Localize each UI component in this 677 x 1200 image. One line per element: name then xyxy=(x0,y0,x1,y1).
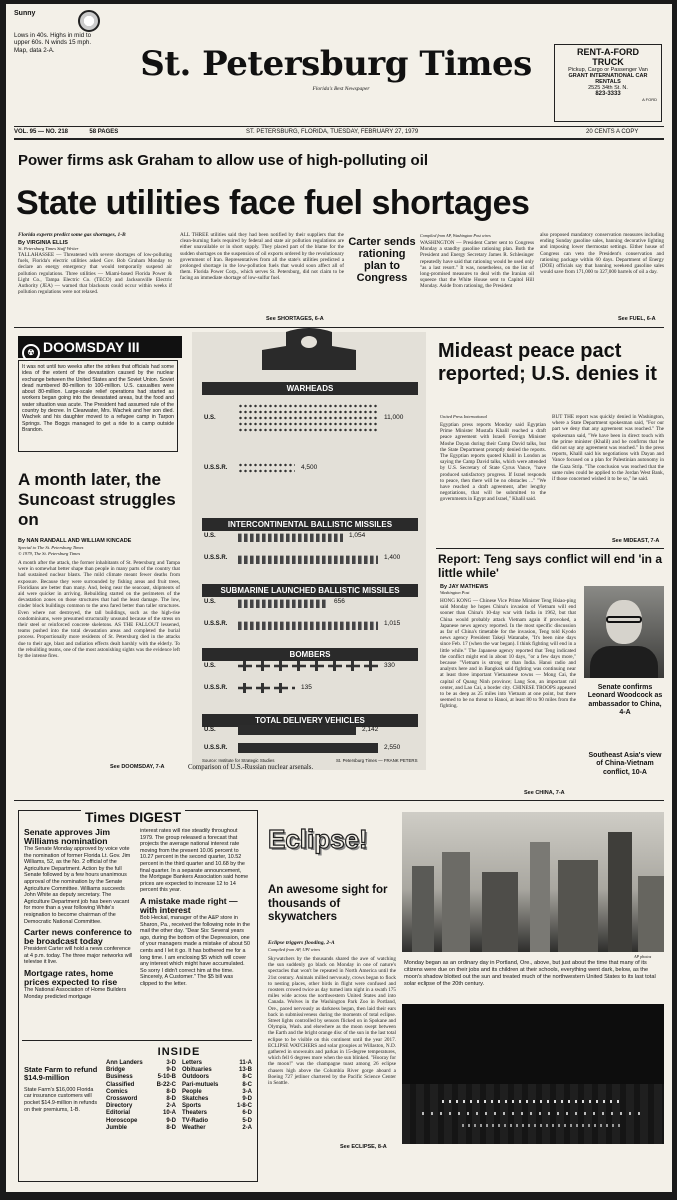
inside-right-row[interactable] xyxy=(182,1110,252,1117)
index-page-number: 8-D xyxy=(166,1124,176,1131)
promo-head: State Farm to refund $14.9-million xyxy=(24,1065,98,1083)
inside-right-row[interactable] xyxy=(182,1089,252,1096)
doomsday-box-text: It was not until two weeks after the strikes that officials had some idea of the extent of the devastation caused by the nuclear exchange between the United States and the Soviet Union. Soviet dead numbered 80-million to 100-million. U.S. casualties were about 80-million. Large-scale relief operations had started as workers began going into the devastated areas, but the food and water situation was acute. The President had assumed rule of the country by decree. In Clearwater, Mrs. Wachek and her son died. Wachek and his daughter moved to a refugee camp in Tarpon Springs. The Boggs managed to get a ride to a camp outside Brandon. xyxy=(22,364,174,433)
doomsday-logo-text: DOOMSDAY III xyxy=(43,339,140,355)
chart-row-label: U.S. xyxy=(204,599,216,605)
index-section-name: TV-Radio xyxy=(182,1117,209,1124)
carter-credit: Compiled from AP, Washington Post wires xyxy=(420,233,491,238)
teng-sidebar-2[interactable]: Southeast Asia's view of China-Vietnam conflict, 10-A xyxy=(588,752,662,776)
chart-value-label: 1,015 xyxy=(384,620,401,627)
chart-value-label: 2,550 xyxy=(384,744,401,751)
mideast-credit: United Press International xyxy=(440,414,487,419)
teng-byline: By JAY MATHEWS xyxy=(440,584,489,590)
chart-value-label: 4,500 xyxy=(301,464,318,471)
inside-left-row[interactable] xyxy=(106,1074,176,1081)
digest-item-3-text: The National Association of Home Builders Monday predicted mortgage xyxy=(24,986,127,1000)
index-page-number: 8-D xyxy=(166,1096,176,1103)
digest-col2-top: interest rates will rise steadily throughout 1979. The group released a forecast that projects the average national interest rate moving from the present 10.06 percent to 10.27 percent in the second quarter, 10.52 percent in the third quarter and 10.68 by the final quarter. In a separate announcement, the Mortgage Bankers Association said home prices are expected to increase 12 to 14 percent this year. xyxy=(140,828,249,894)
digest-item-4-text: Bob Heckal, manager of the A&P store in Sharon, Pa., received the following note in the mail the other day. "Dear Sis: Several years ago, during the bottom of the Depression, one of your managers made a mistake of about 50 cents and I let it go. It has bothered me for a long time. I am enclosing $5 which will cover any interest which might have accumulated. So sorry I didn't correct him at the time. Sincerely, A Customer." The $5 bill was clipped to the letter. xyxy=(140,914,250,987)
doomsday-jump[interactable]: See DOOMSDAY, 7-A xyxy=(110,764,165,770)
index-page-number: 8-C xyxy=(242,1074,252,1081)
digest-item-1-head: Senate approves Jim Williams nomination xyxy=(24,827,110,846)
inside-title: INSIDE xyxy=(157,1046,201,1058)
inside-left-row[interactable] xyxy=(106,1082,176,1089)
lead-deck: Florida experts predict some gas shortages, 1-B xyxy=(18,232,126,238)
index-section-name: Weather xyxy=(182,1124,206,1131)
eclipse-deck: Eclipse triggers flooding, 2-A xyxy=(268,940,335,946)
doomsday-credit-2: © 1979, The St. Petersburg Times xyxy=(18,551,81,556)
chart-value-label: 1,400 xyxy=(384,554,401,561)
index-page-number: 2-A xyxy=(242,1124,252,1131)
inside-right-row[interactable] xyxy=(182,1125,252,1132)
inside-right-row[interactable] xyxy=(182,1103,252,1110)
index-page-number: 9-D xyxy=(166,1067,176,1074)
index-page-number: 13-B xyxy=(238,1067,252,1074)
mideast-col1: Egyptian press reports Monday said Egyptian Prime Minister Mustafa Khalil reached a draft peace agreement with Israeli Foreign Minister Moshe Dayan during their Camp David talks, but the State Department promptly denied the reports. The Egyptian reports quoted Khalil in London as saying the Camp David talks, which were attended by U.S. Secretary of State Cyrus Vance, "have produced satisfactory progress. If Israel responds to peace, then there will be no obstacles ..." "We have reached a draft agreement, after lengthy negotiations, that will be submitted to the governments in Egypt and Israel," Khalil said. xyxy=(440,422,546,503)
chart-bar xyxy=(238,725,356,735)
weather-text: Lows in 40s. Highs in mid to upper 60s. N winds 15 mph. Map, data 2-A. xyxy=(14,32,92,54)
price: 20 CENTS A COPY xyxy=(586,129,639,135)
inside-left-row[interactable] xyxy=(106,1125,176,1132)
chart-value-label: 11,000 xyxy=(384,414,404,421)
woodcock-photo xyxy=(584,586,664,678)
chart-value-label: 656 xyxy=(334,598,345,605)
inside-left-row[interactable] xyxy=(106,1118,176,1125)
chart-row-label: U.S. xyxy=(204,663,216,669)
inside-right-col xyxy=(182,1060,252,1132)
index-page-number: 8-D xyxy=(166,1088,176,1095)
lead-jump[interactable]: See SHORTAGES, 6-A xyxy=(266,316,324,322)
inside-right-row[interactable] xyxy=(182,1118,252,1125)
digest-item-1-text: The Senate Monday approved by voice vote the nomination of former Florida Lt. Gov. Jim Williams, 52, as the No. 2 official of the Agriculture Department. Action by the full Senate followed by a few hours unanimous approval of the nomination by the Senate Agriculture Committee. Williams succeeds John White as deputy secretary. The Agriculture Department job has been vacant for more than a year following White's resignation to become chairman of the Democratic National Committee. xyxy=(24,846,131,925)
doomsday-byline: By NAN RANDALL AND WILLIAM KINCADE xyxy=(18,538,132,544)
index-page-number: 6-D xyxy=(242,1110,252,1117)
carter-col1: WASHINGTON — President Carter sent to Congress Monday a standby gasoline rationing plan. Both the President and Energy Secretary James R. Schlesinger repeatedly have said that rationing would be used only "as a last resort." It was, nonetheless, on the list of long-promised measures to deal with the Iranian oil squeeze that the White House sent to Capitol Hill Monday. Aside from rationing, the President xyxy=(420,240,534,290)
chart-value-label: 2,142 xyxy=(362,726,379,733)
ad-line-5: 2525 34th St. N. xyxy=(588,85,628,91)
index-section-name: Editorial xyxy=(106,1110,131,1117)
digest-col1 xyxy=(24,828,136,1000)
index-section-name: Sports xyxy=(182,1103,202,1110)
inside-right-row[interactable] xyxy=(182,1060,252,1067)
index-section-name: Jumble xyxy=(106,1124,128,1131)
inside-right-row[interactable] xyxy=(182,1082,252,1089)
building-6 xyxy=(608,832,632,952)
teng-credit: Washington Post xyxy=(440,590,470,595)
teng-headline: Report: Teng says conflict will end 'in a little while' xyxy=(438,552,662,580)
index-page-number: 10-A xyxy=(162,1110,176,1117)
eclipse-jump[interactable]: See ECLIPSE, 8-A xyxy=(340,1144,387,1150)
city-lights-1 xyxy=(442,1100,622,1103)
chart-bar xyxy=(238,743,378,753)
index-section-name: Comics xyxy=(106,1088,128,1095)
index-section-name: Directory xyxy=(106,1103,133,1110)
digest-item-4-head: A mistake made right — with interest xyxy=(140,895,238,915)
chart-bar xyxy=(238,530,343,542)
chart-bar xyxy=(238,462,295,474)
digest-item-3-head: Mortgage rates, home prices expected to rise xyxy=(24,967,118,987)
lead-byline: By VIRGINIA ELLIS xyxy=(18,240,68,246)
chart-artist: St. Petersburg Times — FRANK PETERS xyxy=(336,758,418,763)
index-section-name: Obituaries xyxy=(182,1067,212,1074)
eclipse-headline: An awesome sight for thousands of skywatchers xyxy=(268,884,388,923)
masthead-title: St. Petersburg Times xyxy=(140,44,532,84)
lead-headline: State utilities face fuel shortages xyxy=(16,184,530,222)
inside-left-row[interactable] xyxy=(106,1089,176,1096)
inside-left-row[interactable] xyxy=(106,1096,176,1103)
building-1 xyxy=(412,866,434,952)
index-page-number: 1-8-C xyxy=(236,1103,252,1110)
index-section-name: Horoscope xyxy=(106,1117,138,1124)
index-section-name: Skatches xyxy=(182,1096,209,1103)
lead-col2: ALL THREE utilities said they had been notified by their suppliers that the clean-burning fuels required by federal and state air pollution regulations are either unavailable or in short supply. They placed part of the blame for the sudden shortages on the suspension of oil exports ordered by the revolutionary government of Iran. Representatives from all the state's utilities predicted a prolonged shortage in the low-pollution fuels that would soon affect all of them. Florida Power Corp., which serves St. Petersburg, did not claim to be facing an immediate shortage of low-sulfur fuel. xyxy=(180,232,344,282)
index-section-name: Ann Landers xyxy=(106,1060,143,1066)
chart-bar xyxy=(238,552,378,564)
inside-left-row[interactable] xyxy=(106,1060,176,1067)
index-page-number: 5-10-B xyxy=(157,1074,176,1081)
city-lights-2 xyxy=(422,1112,642,1115)
index-section-name: Crossword xyxy=(106,1096,138,1103)
photo-glasses xyxy=(606,616,642,623)
lead-kicker: Power firms ask Graham to allow use of high-polluting oil xyxy=(18,152,429,169)
mideast-jump[interactable]: See MIDEAST, 7-A xyxy=(612,538,660,544)
chart-row-label: U.S.S.R. xyxy=(204,685,228,691)
inside-left-col xyxy=(106,1060,176,1132)
section-icbm: INTERCONTINENTAL BALLISTIC MISSILES xyxy=(202,518,418,531)
chart-row-label: U.S.S.R. xyxy=(204,745,228,751)
index-page-number: 5-D xyxy=(242,1117,252,1124)
index-page-number: 8-C xyxy=(242,1081,252,1088)
photo-suit xyxy=(590,646,658,678)
index-section-name: Business xyxy=(106,1074,133,1081)
carter-headline: Carter sends rationing plan to Congress xyxy=(348,236,416,284)
index-page-number: 9-D xyxy=(242,1096,252,1103)
ad-line-6: 823-3333 xyxy=(595,91,621,97)
digest-item-2-text: President Carter will hold a news conference at 4 p.m. today. The three major networks will televise it live. xyxy=(24,946,133,966)
eclipse-credit: Compiled from AP, UPI wires xyxy=(268,947,321,952)
index-page-number: 3-A xyxy=(242,1088,252,1095)
newspaper-front-page xyxy=(6,4,672,1192)
lead-credit: St. Petersburg Times Staff Writer xyxy=(18,246,79,251)
weather-label: Sunny xyxy=(14,10,36,17)
carter-col2: also proposed mandatory conservation measures including ending Sunday gasoline sales, banning decorative lighting and imposing lower thermostat settings. Either house of Congress can veto the President's conservation and rationing package within 60 days. Department of Energy (DOE) officials say that banning weekend gasoline sales would save from 171,000 to 327,000 barrels of oil a day. xyxy=(540,232,664,276)
chart-row-label: U.S. xyxy=(204,533,216,539)
building-5 xyxy=(558,860,598,952)
eclipse-text: Skywatchers by the thousands shared the awe of watching the sun suddenly go black on Monday in one of nature's spectacles that won't be repeated in North America until the 21st century. Animals milled nervously, crows began to flock to nesting places, other birds in flight were confused and roosters crowed twice as day turned into night in a swath 175 miles wide across the northwestern United States and into Canada. Wolves in the Washington Park Zoo in Portland, Ore., paced nervously as darkness began, then laid their ears back in submissiveness during the moments of total eclipse. Street lights controlled by sensors flicked on in Spokane and Olympia, Wash. and elsewhere as the moon swept between the Earth and the bright orange disc of the sun in the last total eclipse to be visible on this continent until the year 2017. ECLIPSE WATCHERS and solar groupies at Willaston, N.D. gathered in snowsuits and parkas in 15-degree temperatures, which fell 6 degrees more when the sun blinked. "Hooray for the moon!" was the champagne toast among 26 eclipse chasers high above the Columbia River gorge aboard a Boeing 727 jetliner chartered by the Pacific Science Center in Seattle. xyxy=(268,956,396,1087)
doomsday-headline: A month later, the Suncoast struggles on xyxy=(18,470,176,529)
mideast-col2: BUT THE report was quickly denied in Washington, where a State Department spokesman said, "For our part we deny that any agreement was reached." The spokesman said, "We have been in direct touch with the prime minister (Khalil) and he confirms that he did not say any agreement was reached." In the press reports, Khalil said his negotiations with Dayan and Vance focused on a plan for Palestinian autonomy in the Gaza Strip. "The conclusion was reached that the same rules could be applied to the Jordan West Bank, if those concerned wished it to be so," he said. xyxy=(552,414,664,483)
masthead-tagline: Florida's Best Newspaper xyxy=(312,86,370,92)
teng-jump[interactable]: See CHINA, 7-A xyxy=(524,790,565,796)
section-slbm: SUBMARINE LAUNCHED BALLISTIC MISSILES xyxy=(202,584,418,597)
chart-value-label: 1,054 xyxy=(349,532,366,539)
building-2 xyxy=(442,852,470,952)
photo-credit: AP photos xyxy=(634,954,652,959)
chart-row-label: U.S.S.R. xyxy=(204,621,228,627)
inside-index xyxy=(106,1046,252,1132)
teng-sidebar-1[interactable]: Senate confirms Leonard Woodcock as ambassador to China, 4-A xyxy=(587,684,663,717)
section-bombers: BOMBERS xyxy=(202,648,418,661)
index-section-name: Outdoors xyxy=(182,1074,209,1081)
chart-source: Source: Institute for Strategic Studies xyxy=(202,758,275,763)
ad-line-2: TRUCK xyxy=(592,57,624,67)
digest-promo xyxy=(24,1066,102,1113)
promo-text: State Farm's $16,000 Florida car insurance customers will pocket $14.9-million in refunds on their premiums, 1-B. xyxy=(24,1086,98,1113)
eclipse-caption: Monday began as an ordinary day in Portland, Ore., above, but just about the time that many of its citizens were due on their jobs and its children at their schools, everything went dark, below, as the moon's shadow blotted out the sun and treated much of the northwestern United States to its last total solar eclipse of the 20th century. xyxy=(404,960,656,987)
inside-left-row[interactable] xyxy=(106,1067,176,1074)
building-4 xyxy=(530,842,550,952)
carter-jump[interactable]: See FUEL, 6-A xyxy=(618,316,656,322)
index-page-number: 3-D xyxy=(166,1060,176,1066)
inside-left-row[interactable] xyxy=(106,1110,176,1117)
inside-right-row[interactable] xyxy=(182,1096,252,1103)
eclipse-logo: Eclipse! xyxy=(268,824,368,854)
chart-row-label: U.S.S.R. xyxy=(204,555,228,561)
index-section-name: Bridge xyxy=(106,1067,126,1074)
chart-row-label: U.S. xyxy=(204,415,216,421)
digest-title: Times DIGEST xyxy=(81,809,185,825)
section-warheads: WARHEADS xyxy=(202,382,418,395)
digest-item-2-head: Carter news conference to be broadcast today xyxy=(24,927,132,947)
inside-left-row[interactable] xyxy=(106,1103,176,1110)
city-lights-3 xyxy=(462,1124,622,1127)
index-section-name: People xyxy=(182,1088,202,1095)
digest-col2 xyxy=(140,828,250,987)
portland-night-photo xyxy=(402,1004,664,1144)
index-page-number: 2-A xyxy=(166,1103,176,1110)
ad-line-4: GRANT INTERNATIONAL CAR RENTALS xyxy=(568,73,648,85)
index-page-number: 9-D xyxy=(166,1117,176,1124)
index-page-number: 11-A xyxy=(239,1060,252,1066)
portland-day-photo xyxy=(402,812,664,952)
volume-number: VOL. 95 — NO. 218 xyxy=(14,129,69,135)
inside-right-row[interactable] xyxy=(182,1074,252,1081)
index-section-name: Classified xyxy=(106,1081,135,1088)
radiation-icon: ☢ xyxy=(22,344,40,362)
teng-text: HONG KONG — Chinese Vice Prime Minister Teng Hsiao-ping said Monday he hopes China's invasion of Vietnam will end sooner than China's 10-day war with India in 1962, but that China would probably attack Vietnam again if provoked, a Japanese news agency reported. In the most specific discussion as far of China's timetable for the invasion, Teng told Kyodo news agency President Takeji Watanabe, "It's been nine days since Feb. 17 (when the war began). I think fighting will end in a little while." The Japanese agency reported that Teng indicated the conflict might end in about 10 days, "or a few days more," because "Vietnam is strong or than India. Hanoi radio and analysts here and in Bangkok said fighting was continuing near at least three important Vietnamese towns — Mong Cai, the capital of Quang Ninh province; Lang Son, an important rail center, and Lao Cai, a border city. CHINESE TROOPS appeared to be as deep as 25 miles into Vietnam at one point, but there seemed to be no threat to Hanoi, at least 80 to 90 miles from the fighting. xyxy=(440,598,576,710)
chart-bar xyxy=(238,403,378,433)
section-total: TOTAL DELIVERY VEHICLES xyxy=(202,714,418,727)
chart-bar xyxy=(238,596,328,608)
index-section-name: Pari-mutuels xyxy=(182,1081,219,1088)
mideast-headline: Mideast peace pact reported; U.S. denies it xyxy=(438,340,657,385)
index-page-number: B-22-C xyxy=(156,1081,176,1088)
chart-bar xyxy=(238,618,378,630)
page-count: 58 PAGES xyxy=(89,129,119,135)
index-section-name: Theaters xyxy=(182,1110,208,1117)
chart-row-label: U.S.S.R. xyxy=(204,465,228,471)
building-3 xyxy=(482,872,518,952)
ad-line-1: RENT-A-FORD xyxy=(577,47,639,57)
building-7 xyxy=(638,876,664,952)
chart-caption: Comparison of U.S.-Russian nuclear arsenals. xyxy=(188,764,314,771)
lead-col1: TALLAHASSEE — Threatened with severe shortages of low-polluting fuels, Florida's electric utilities asked Gov. Bob Graham Monday to declare an energy emergency that would temporarily suspend air pollution regulations. Three utilities — Miami-based Florida Power & Light Co., Tampa Electric Co. (TECO) and Jacksonville Electric Authority (JEA) — warned that blackouts could occur within weeks if pollution regulations were not relaxed. xyxy=(18,252,172,296)
inside-right-row[interactable] xyxy=(182,1067,252,1074)
chart-value-label: 330 xyxy=(384,662,395,669)
doomsday-credit-1: Special to The St. Petersburg Times xyxy=(18,545,84,550)
index-section-name: Letters xyxy=(182,1060,203,1066)
ad-line-7: A FORD xyxy=(642,97,657,102)
chart-value-label: 135 xyxy=(301,684,312,691)
ad-line-3: Pickup, Cargo or Passenger Van xyxy=(568,67,648,73)
doomsday-text: A month after the attack, the former inhabitants of St. Petersburg and Tampa were in somewhat better shape than people in many parts of the country that had sustained nuclear blasts. The mild climate meant fewer deaths from exposure. Because they were surrounded by fishing areas and fruit trees, Floridians are better than many. And, being near the seacoast, shipments of aid were quicker in arriving. Rebuilding started on the perimeters of the devastation zones on those structures that had the least damage. The low, cinder block buildings common to the area fared better than taller structures. Even where not destroyed, the tall buildings, such as the high-rise condominiums, were presumed structurally unsound because of the stress on their steel or reinforced concrete skeletons. AS THE FALLOUT lessened, teams pushed into the total devastation areas and completed the burial process. Proportionally more residents of St. Petersburg died in the attacks due to their age, blast and radiation effects dealt harshly with the elderly. To the rebuilding teams, one of the most astonishing sights was the evidence left by the intense fires. xyxy=(18,560,180,660)
dateline: ST. PETERSBURG, FLORIDA, TUESDAY, FEBRUARY 27, 1979 xyxy=(246,129,419,135)
chart-row-label: U.S. xyxy=(204,727,216,733)
